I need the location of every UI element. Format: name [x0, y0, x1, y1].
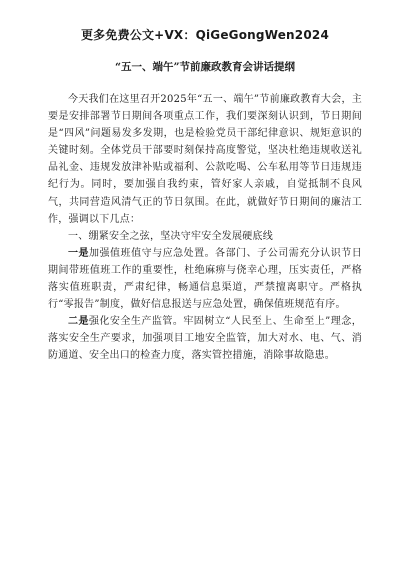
point-2-lead: 二是 [68, 316, 89, 328]
intro-paragraph: 今天我们在这里召开2025年“五一、端午”节前廉政教育大会，主要是安排部署节日期间各项重点工作，我们要深刻认识到，节日期间是“四风”问题易发多发期，也是检验党员干部纪律意识、规矩意识的关键时刻。全体党员干部要时刻保持高度警觉，坚决杜绝违规收送礼品礼金、违规发放津补贴或福利、公款吃喝、公车私用等节日违规违纪行为。同时，要加强自我约束，管好家人亲戚，自觉抵制不良风气，共同营造风清气正的节日氛围。在此，就做好节日期间的廉洁工作，强调以下几点： [48, 94, 362, 225]
point-1-lead: 一是 [68, 247, 90, 259]
point-2-paragraph: 二是强化安全生产监管。牢固树立“人民至上、生命至上”理念，落实安全生产要求，加强项目工地安全监管，加大对水、电、气、消防通道、安全出口的检查力度，落实管控措施，消除事故隐患。 [48, 316, 362, 362]
document-title: “五一、端午”节前廉政教育会讲话提纲 [114, 61, 296, 73]
document-body [48, 91, 362, 365]
point-1-paragraph: 一是加强值班值守与应急处置。各部门、子公司需充分认识节日期间带班值班工作的重要性，杜绝麻痹与侥幸心理，压实责任，严格落实值班职责，严肃纪律，畅通信息渠道，严禁擅离职守。严格执行“零报告”制度，做好信息报送与应急处置，确保值班规范有序。 [48, 247, 363, 311]
promo-header: 更多免费公文+VX：QiGeGongWen2024 [80, 28, 329, 42]
section-heading-1: 一、绷紧安全之弦，坚决守牢安全发展硬底线 [68, 230, 273, 242]
